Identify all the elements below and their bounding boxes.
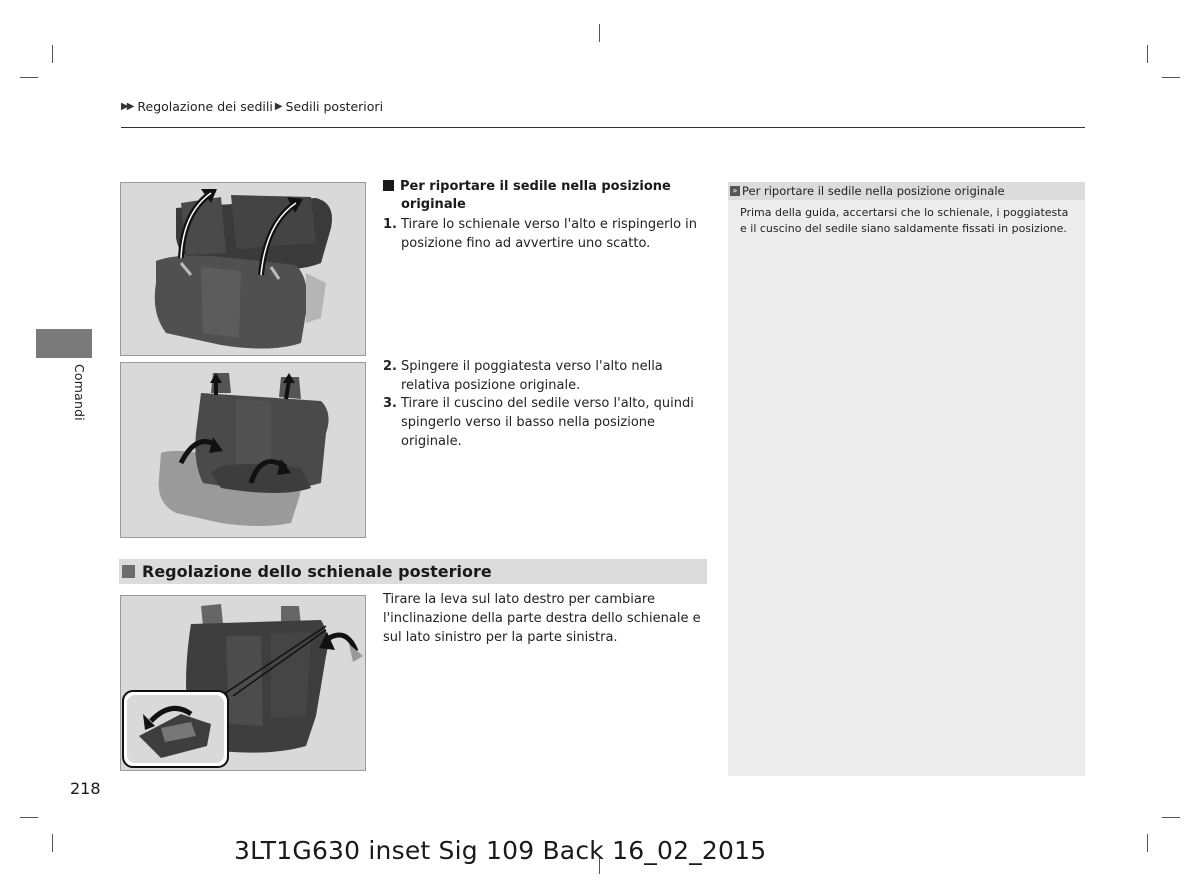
seat-figure-headrest-cushion <box>120 362 366 538</box>
header-rule <box>121 127 1085 128</box>
step-number: 2. <box>383 359 397 374</box>
reference-arrow-icon: » <box>730 186 740 196</box>
notes-heading <box>728 182 1085 200</box>
section-body: Tirare la leva sul lato destro per cambiare l'inclinazione della parte destra dello schienale e sul lato sinistro per la parte sinistra. <box>383 592 701 645</box>
notes-heading-text: Per riportare il sedile nella posizione originale <box>742 184 1005 198</box>
step-item <box>383 357 708 395</box>
step-text: Tirare lo schienale verso l'alto e rispingerlo in posizione fino ad avvertire uno scatto. <box>401 217 698 251</box>
chapter-tab <box>36 329 92 358</box>
subsection-heading <box>383 178 708 214</box>
step-number: 3. <box>383 396 397 411</box>
subsection-title-line2: originale <box>401 197 466 212</box>
seat-figure-recline-lever <box>120 595 366 771</box>
crop-mark <box>1147 45 1148 63</box>
crop-mark <box>1147 834 1148 852</box>
breadcrumb-separator-icon: ▶ <box>274 101 281 112</box>
step-number: 1. <box>383 217 397 232</box>
step-item <box>383 215 708 253</box>
chapter-label: Comandi <box>72 364 87 421</box>
footer-print-code: 3LT1G630 inset Sig 109 Back 16_02_2015 <box>234 836 767 865</box>
crop-mark <box>20 77 38 78</box>
section-title: Regolazione dello schienale posteriore <box>142 562 492 581</box>
seat-figure-backrest <box>120 182 366 356</box>
crop-mark <box>52 45 53 63</box>
breadcrumb <box>121 99 383 114</box>
breadcrumb-section: Regolazione dei sedili <box>137 99 273 114</box>
crop-mark <box>52 834 53 852</box>
page-number: 218 <box>70 779 101 798</box>
notes-sidebar <box>728 182 1085 776</box>
crop-mark <box>1162 817 1180 818</box>
subsection-title-line1: Per riportare il sedile nella posizione <box>400 179 671 194</box>
breadcrumb-marker-icon: ▶▶ <box>121 101 133 112</box>
step-text: Tirare il cuscino del sedile verso l'alto, quindi spingerlo verso il basso nella posizione originale. <box>401 396 694 449</box>
heading-square-icon <box>383 180 394 191</box>
notes-body: Prima della guida, accertarsi che lo schienale, i poggiatesta e il cuscino del sedile siano saldamente fissati in posizione. <box>740 206 1069 235</box>
breadcrumb-current: Sedili posteriori <box>285 99 384 114</box>
step-text: Spingere il poggiatesta verso l'alto nella relativa posizione originale. <box>401 359 663 393</box>
section-square-icon <box>122 565 135 578</box>
section-heading-bar <box>119 559 707 584</box>
crop-mark <box>599 24 600 42</box>
step-item <box>383 394 708 451</box>
crop-mark <box>20 817 38 818</box>
crop-mark <box>1162 77 1180 78</box>
